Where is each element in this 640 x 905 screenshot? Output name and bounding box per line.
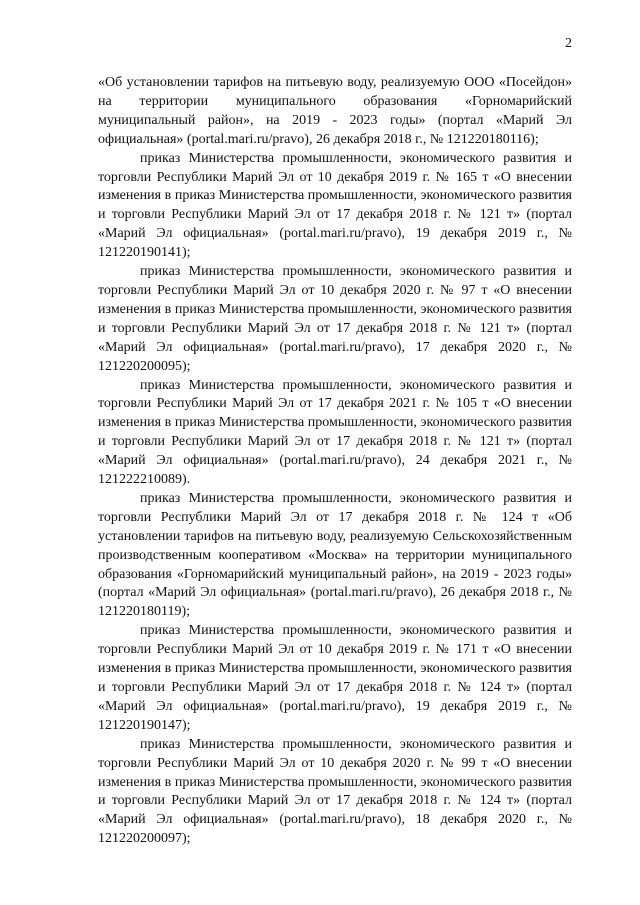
paragraph: приказ Министерства промышленности, экономического развития и торговли Республики Марий Эл от 10 декабря 2019 г. № 165 т «О внесении изменения в приказ Министерства промышленности, экономического развития и торговли Республики Марий Эл от 17 декабря 2018 г. № 121 т» (портал «Марий Эл официальная» (portal.mari.ru/pravo), 19 декабря 2019 г., № 121220190141); [98, 150, 572, 261]
page-number: 2 [565, 36, 572, 51]
paragraph: приказ Министерства промышленности, экономического развития и торговли Республики Марий Эл от 10 декабря 2019 г. № 171 т «О внесении изменения в приказ Министерства промышленности, экономического развития и торговли Республики Марий Эл от 17 декабря 2018 г. № 124 т» (портал «Марий Эл официальная» (portal.mari.ru/pravo), 19 декабря 2019 г., № 121220190147); [98, 623, 572, 733]
document-body [98, 74, 572, 849]
paragraph: приказ Министерства промышленности, экономического развития и торговли Республики Марий Эл от 10 декабря 2020 г. № 99 т «О внесении изменения в приказ Министерства промышленности, экономического развития и торговли Республики Марий Эл от 17 декабря 2018 г. № 124 т» (портал «Марий Эл официальная» (portal.mari.ru/pravo), 18 декабря 2020 г., № 121220200097); [98, 736, 572, 847]
paragraph: «Об установлении тарифов на питьевую воду, реализуемую ООО «Посейдон» на территории муниципального образования «Горномарийский муниципальный район», на 2019 - 2023 годы» (портал «Марий Эл официальная» (portal.mari.ru/pravo), 26 декабря 2018 г., № 121220180116); [98, 75, 572, 147]
paragraph: приказ Министерства промышленности, экономического развития и торговли Республики Марий Эл от 17 декабря 2018 г. № 124 т «Об установлении тарифов на питьевую воду, реализуемую Сельскохозяйственным производственным кооперативом «Москва» на территории муниципального образования «Горномарийский муниципальный район», на 2019 - 2023 годы» (портал «Марий Эл официальная» (portal.mari.ru/pravo), 26 декабря 2018 г., № 121220180119); [98, 490, 572, 620]
paragraph: приказ Министерства промышленности, экономического развития и торговли Республики Марий Эл от 10 декабря 2020 г. № 97 т «О внесении изменения в приказ Министерства промышленности, экономического развития и торговли Республики Марий Эл от 17 декабря 2018 г. № 121 т» (портал «Марий Эл официальная» (portal.mari.ru/pravo), 17 декабря 2020 г., № 121220200095); [98, 264, 572, 374]
paragraph: приказ Министерства промышленности, экономического развития и торговли Республики Марий Эл от 17 декабря 2021 г. № 105 т «О внесении изменения в приказ Министерства промышленности, экономического развития и торговли Республики Марий Эл от 17 декабря 2018 г. № 121 т» (портал «Марий Эл официальная» (portal.mari.ru/pravo), 24 декабря 2021 г., № 121222210089). [98, 377, 572, 488]
